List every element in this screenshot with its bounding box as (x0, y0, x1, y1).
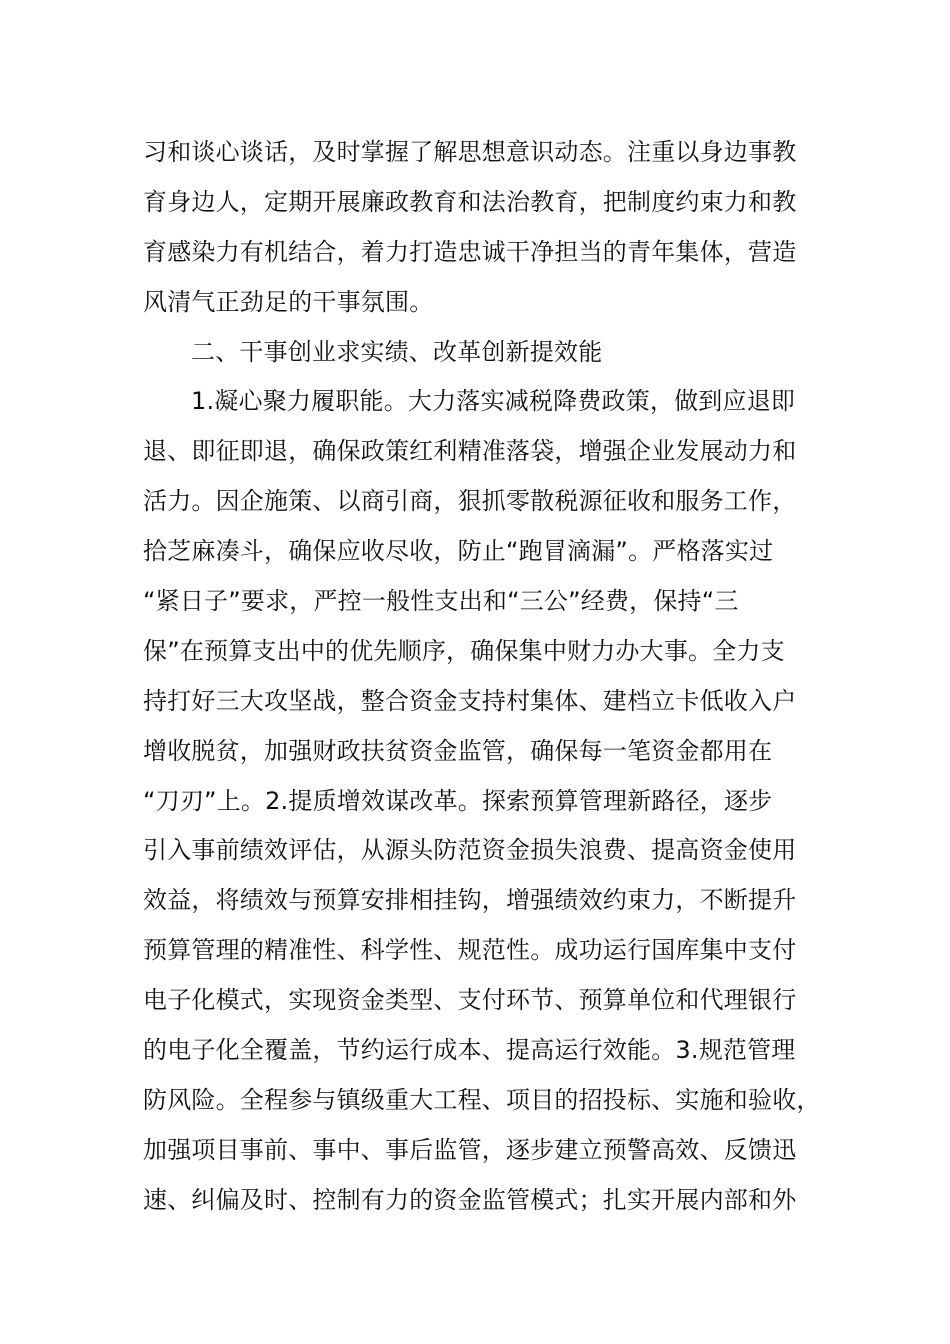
text-line: 预算管理的精准性、科学性、规范性。成功运行国库集中支付 (143, 936, 797, 965)
text-line: 电子化模式，实现资金类型、支付环节、预算单位和代理银行 (143, 986, 797, 1015)
text-line: “刀刃”上。2.提质增效谋改革。探索预算管理新路径，逐步 (143, 786, 773, 815)
text-line: 的电子化全覆盖，节约运行成本、提高运行效能。3.规范管理 (143, 1036, 796, 1065)
text-line: 持打好三大攻坚战，整合资金支持村集体、建档立卡低收入户 (143, 686, 797, 715)
text-line: 保”在预算支出中的优先顺序，确保集中财力办大事。全力支 (143, 636, 785, 665)
text-line: 速、纠偏及时、控制有力的资金监管模式；扎实开展内部和外 (143, 1185, 797, 1214)
text-line: 育身边人，定期开展廉政教育和法治教育，把制度约束力和教 (143, 187, 797, 216)
text-line: 1.凝心聚力履职能。大力落实减税降费政策，做到应退即 (191, 387, 796, 416)
document-body (143, 128, 821, 1226)
text-line: 习和谈心谈话，及时掌握了解思想意识动态。注重以身边事教 (143, 138, 797, 166)
text-line: 效益，将绩效与预算安排相挂钩，增强绩效约束力，不断提升 (143, 886, 797, 915)
text-line: 育感染力有机结合，着力打造忠诚干净担当的青年集体，营造 (143, 237, 797, 266)
section-heading: 二、干事创业求实绩、改革创新提效能 (191, 337, 603, 366)
text-line: 防风险。全程参与镇级重大工程、项目的招投标、实施和验收， (143, 1085, 821, 1114)
text-line: 活力。因企施策、以商引商，狠抓零散税源征收和服务工作， (143, 487, 797, 516)
text-line: “紧日子”要求，严控一般性支出和“三公”经费，保持“三 (143, 587, 739, 616)
text-line: 拾芝麻凑斗，确保应收尽收，防止“跑冒滴漏”。严格落实过 (143, 537, 774, 566)
text-line: 退、即征即退，确保政策红利精准落袋，增强企业发展动力和 (143, 437, 797, 466)
text-line: 风清气正劲足的干事氛围。 (143, 287, 434, 316)
text-line: 增收脱贫，加强财政扶贫资金监管，确保每一笔资金都用在 (143, 736, 773, 765)
text-line: 引入事前绩效评估，从源头防范资金损失浪费、提高资金使用 (143, 836, 797, 865)
text-line: 加强项目事前、事中、事后监管，逐步建立预警高效、反馈迅 (143, 1135, 797, 1164)
